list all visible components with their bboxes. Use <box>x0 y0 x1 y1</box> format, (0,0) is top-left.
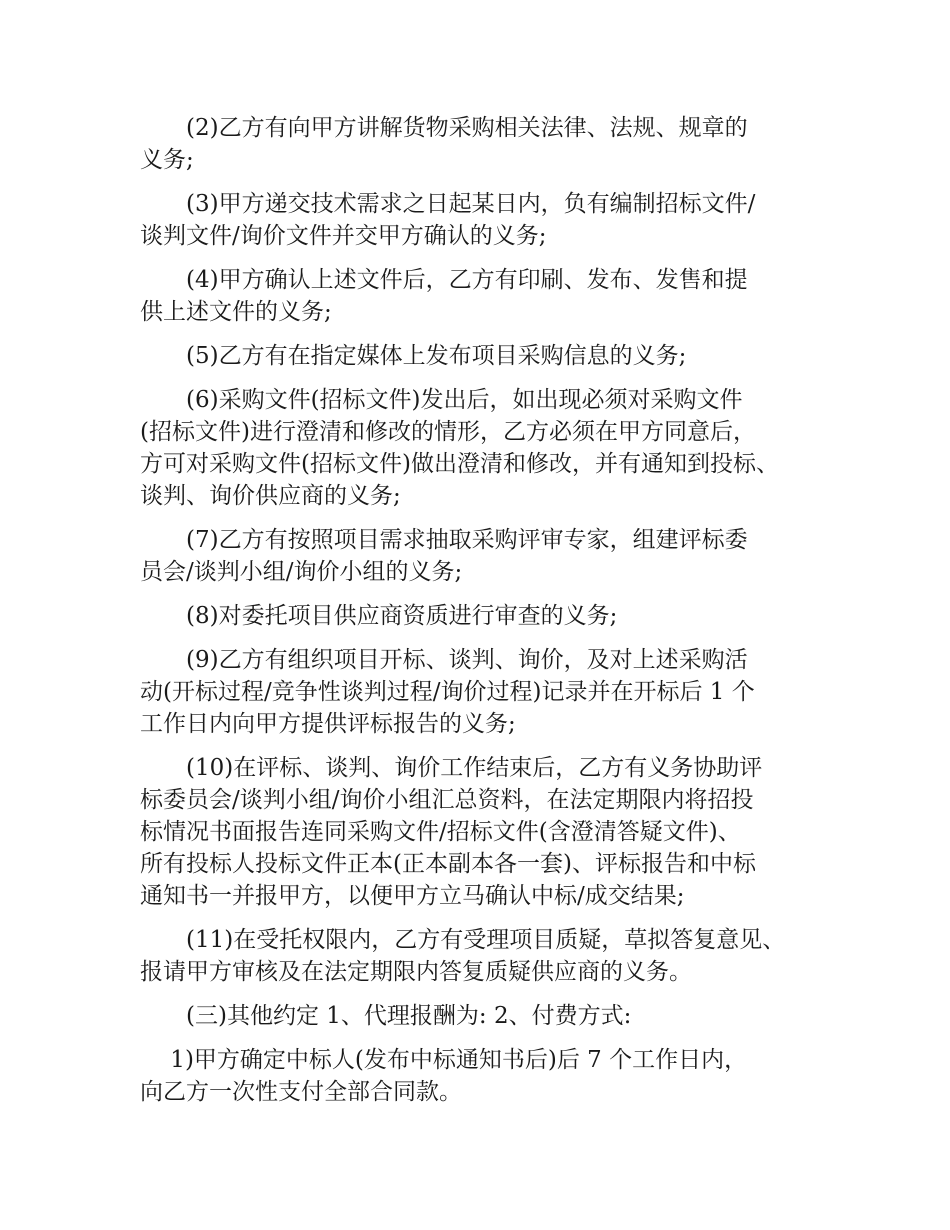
paragraph-8: (8)对委托项目供应商资质进行审查的义务; <box>140 603 618 629</box>
paragraph-3: (3)甲方递交技术需求之日起某日内，负有编制招标文件/ 谈判文件/询价文件并交甲方确认的义务; <box>140 191 756 249</box>
paragraph-11: (11)在受托权限内，乙方有受理项目质疑，草拟答复意见、 报请甲方审核及在法定期限内答复质疑供应商的义务。 <box>140 927 786 985</box>
paragraph-payment-1: 1)甲方确定中标人(发布中标通知书后)后 7 个工作日内， 向乙方一次性支付全部合同款。 <box>140 1047 748 1105</box>
paragraph-9: (9)乙方有组织项目开标、谈判、询价，及对上述采购活 动(开标过程/竞争性谈判过程/询价过程)记录并在开标后 1 个 工作日内向甲方提供评标报告的义务; <box>140 647 755 737</box>
paragraph-5: (5)乙方有在指定媒体上发布项目采购信息的义务; <box>140 343 687 369</box>
paragraph-4: (4)甲方确认上述文件后，乙方有印刷、发布、发售和提 供上述文件的义务; <box>140 267 748 325</box>
paragraph-6: (6)采购文件(招标文件)发出后，如出现必须对采购文件 (招标文件)进行澄清和修改的情形，乙方必须在甲方同意后， 方可对采购文件(招标文件)做出澄清和修改，并有通知到投标、 谈判、询价供应商的义务; <box>140 387 779 509</box>
paragraph-7: (7)乙方有按照项目需求抽取采购评审专家，组建评标委 员会/谈判小组/询价小组的义务; <box>140 527 748 585</box>
paragraph-10: (10)在评标、谈判、询价工作结束后，乙方有义务协助评 标委员会/谈判小组/询价小组汇总资料，在法定期限内将招投 标情况书面报告连同采购文件/招标文件(含澄清答疑文件)、 所有投标人投标文件正本(正本副本各一套)、评标报告和中标 通知书一并报甲方，以便甲方立马确认中标/成交结果; <box>140 755 763 909</box>
document-body <box>140 112 830 1120</box>
paragraph-other-terms: (三)其他约定 1、代理报酬为: 2、付费方式: <box>140 1003 632 1029</box>
paragraph-2: (2)乙方有向甲方讲解货物采购相关法律、法规、规章的 义务; <box>140 115 748 173</box>
